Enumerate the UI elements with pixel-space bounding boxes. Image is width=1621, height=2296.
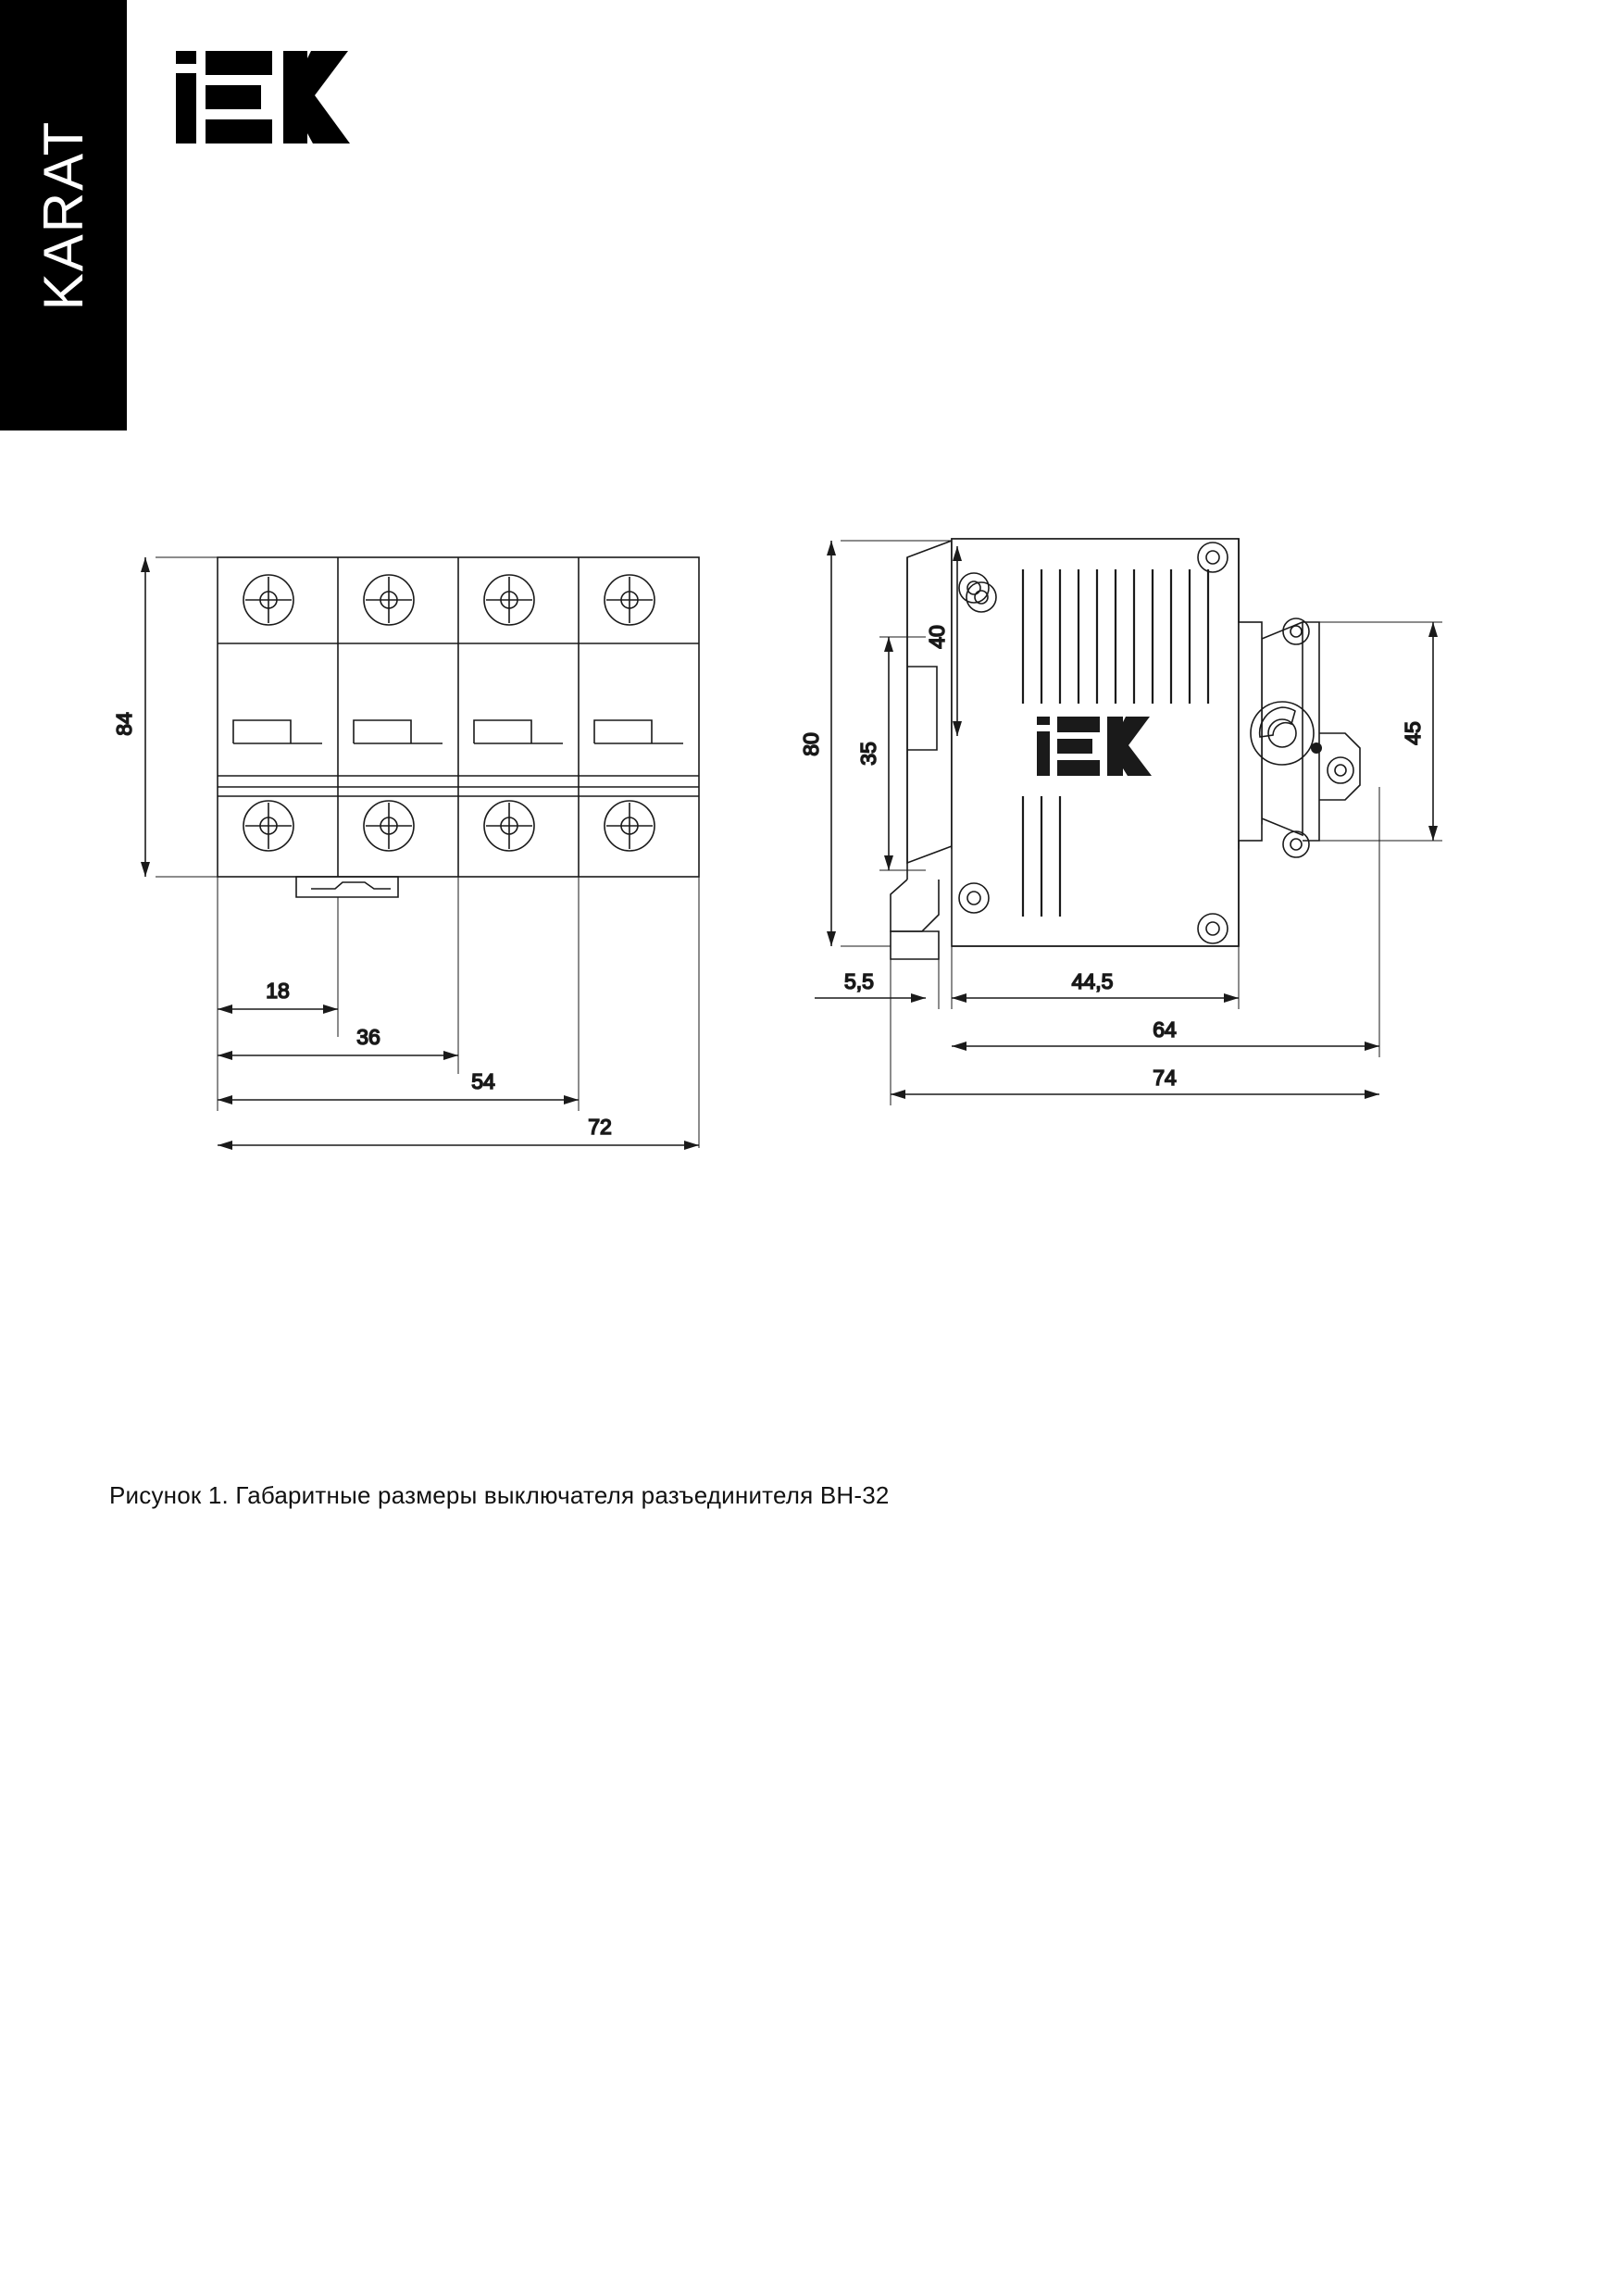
dim-side-64: 64 xyxy=(1153,1017,1177,1042)
dim-side-80: 80 xyxy=(799,732,823,756)
iek-brand-logo xyxy=(176,51,370,144)
dim-side-45: 45 xyxy=(1401,721,1425,745)
dim-width-54: 54 xyxy=(471,1069,495,1093)
figure-caption: Рисунок 1. Габаритные размеры выключателя разъединителя ВН-32 xyxy=(109,1481,890,1509)
dim-side-5-5: 5,5 xyxy=(844,969,874,993)
figure-drawing xyxy=(0,518,1621,1296)
dim-side-74: 74 xyxy=(1153,1066,1177,1090)
dim-width-18: 18 xyxy=(266,979,290,1003)
dim-side-40: 40 xyxy=(925,625,949,649)
dim-side-44-5: 44,5 xyxy=(1071,969,1114,993)
series-tab-label: KARAT xyxy=(32,119,94,311)
dim-side-35: 35 xyxy=(856,742,880,766)
series-tab xyxy=(0,0,127,430)
dim-width-36: 36 xyxy=(356,1025,380,1049)
dim-width-72: 72 xyxy=(588,1115,612,1139)
dim-front-height: 84 xyxy=(112,712,136,736)
